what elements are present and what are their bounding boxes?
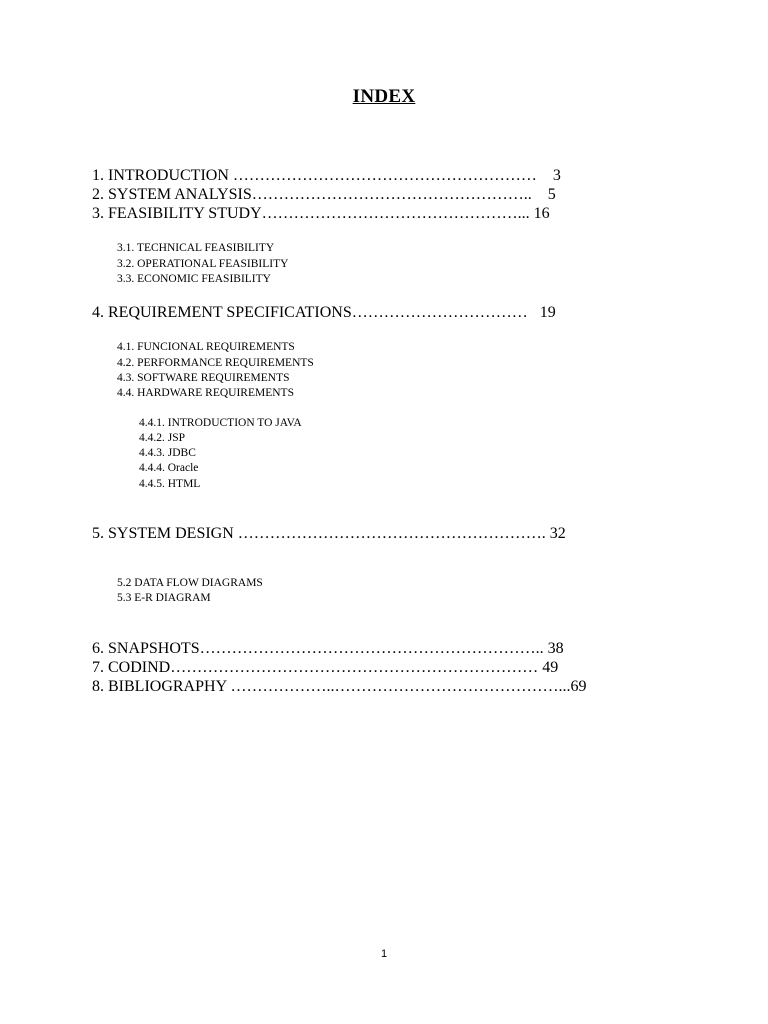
toc-subentry-data-flow-diagrams: 5.2 DATA FLOW DIAGRAMS <box>117 577 263 589</box>
toc-subsubentry-jsp: 4.4.2. JSP <box>139 432 186 444</box>
toc-subentry-er-diagram: 5.3 E-R DIAGRAM <box>117 592 211 604</box>
toc-entry-introduction: 1. INTRODUCTION ………………………………………………… 3 <box>92 167 561 184</box>
toc-subsubentry-oracle: 4.4.4. Oracle <box>139 462 199 474</box>
toc-subsubentry-html: 4.4.5. HTML <box>139 478 201 490</box>
toc-subsubentry-introduction-to-java: 4.4.1. INTRODUCTION TO JAVA <box>139 417 302 429</box>
toc-entry-feasibility-study: 3. FEASIBILITY STUDY…………………………………………... 16 <box>92 205 550 222</box>
toc-entry-system-design: 5. SYSTEM DESIGN …………………………………………………. 32 <box>92 525 566 542</box>
toc-subentry-hardware-requirements: 4.4. HARDWARE REQUIREMENTS <box>117 387 294 399</box>
toc-subentry-performance-requirements: 4.2. PERFORMANCE REQUIREMENTS <box>117 357 314 369</box>
toc-subentry-functional-requirements: 4.1. FUNCIONAL REQUIREMENTS <box>117 341 295 353</box>
toc-entry-bibliography: 8. BIBLIOGRAPHY ………………..……………………………………...69 <box>92 678 587 695</box>
toc-subentry-technical-feasibility: 3.1. TECHNICAL FEASIBILITY <box>117 242 275 254</box>
page-number: 1 <box>380 948 388 960</box>
toc-subentry-economic-feasibility: 3.3. ECONOMIC FEASIBILITY <box>117 273 271 285</box>
toc-subentry-software-requirements: 4.3. SOFTWARE REQUIREMENTS <box>117 372 290 384</box>
toc-entry-requirement-specifications: 4. REQUIREMENT SPECIFICATIONS…………………………… 19 <box>92 304 556 321</box>
toc-entry-coding: 7. CODIND…………………………………………………………… 49 <box>92 659 559 676</box>
toc-subsubentry-jdbc: 4.4.3. JDBC <box>139 447 196 459</box>
toc-entry-system-analysis: 2. SYSTEM ANALYSIS…………………………………………….. 5 <box>92 186 556 203</box>
toc-subentry-operational-feasibility: 3.2. OPERATIONAL FEASIBILITY <box>117 258 289 270</box>
page-title: INDEX <box>352 86 416 107</box>
toc-entry-snapshots: 6. SNAPSHOTS……………………………………………………….. 38 <box>92 640 564 657</box>
